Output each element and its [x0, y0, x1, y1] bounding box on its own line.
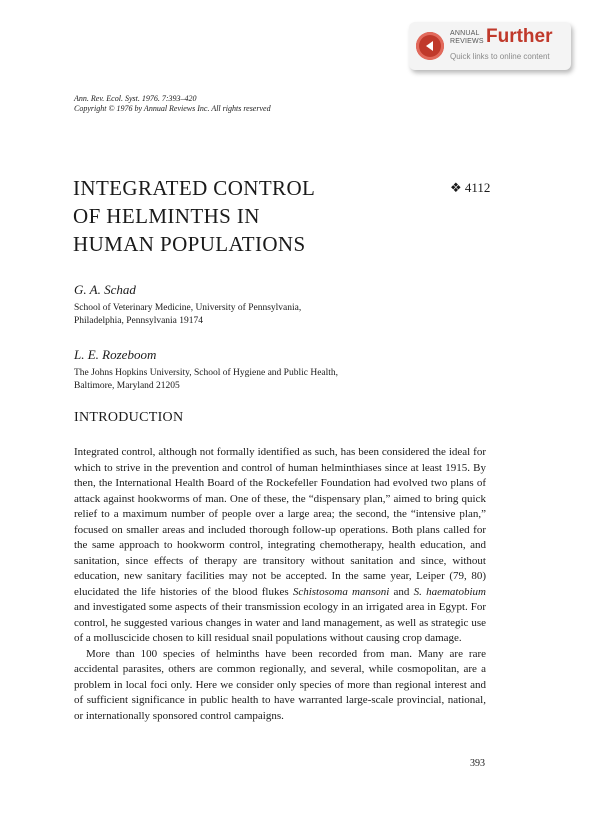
- title-line: HUMAN POPULATIONS: [73, 232, 306, 256]
- title-line: INTEGRATED CONTROL: [73, 176, 316, 200]
- badge-line2: REVIEWS: [450, 38, 484, 45]
- citation: [74, 94, 271, 114]
- species-name: Schistosoma mansoni: [292, 585, 390, 598]
- author-affiliation: [74, 302, 301, 328]
- author-name: G. A. Schad: [74, 282, 136, 297]
- badge-publisher: [450, 30, 484, 46]
- document-number: ❖ 4112: [450, 180, 491, 195]
- badge-line1: ANNUAL: [450, 30, 480, 37]
- body-paragraph: [74, 445, 486, 647]
- article-body: [74, 445, 486, 724]
- page-number: 393: [470, 758, 485, 769]
- body-paragraph: More than 100 species of helminths have been recorded from man. Many are rare accidental parasites, others are common regionally, and several, while cosmopolitan, are a problem in local foci only. Here we consider only species of more than regional interest and of sufficient significance in public health to have warranted large-scale provincial, national, or internationally sponsored control campaigns.: [74, 647, 486, 722]
- author-affiliation: [74, 367, 338, 393]
- text-run: and: [389, 585, 414, 598]
- citation-journal: Ann. Rev. Ecol. Syst. 1976. 7:393–420: [74, 94, 197, 103]
- affiliation-line: The Johns Hopkins University, School of Hygiene and Public Health,: [74, 368, 339, 378]
- author-name: L. E. Rozeboom: [74, 347, 157, 362]
- affiliation-line: School of Veterinary Medicine, University of Pennsylvania,: [74, 303, 302, 313]
- title-line: OF HELMINTHS IN: [73, 204, 260, 228]
- text-run: Integrated control, although not formally identified as such, has been considered the ideal for which to strive in the prevention and control of human helminthiases since at least 1915. By then, the International Health Board of the Rockefeller Foundation had evolved two plans of attack against hookworms of man. One of these, the “dispensary plan,” aimed to bring quick relief to a maximum number of people over a large area; the second, the “intensive plan,” focused on smaller areas and included thorough follow-up operations. Both plans called for the same approach to hookworm control, integrating chemotherapy, health education, and sanitation, since effects of therapy are transitory without sanitation and since, without education, new sanitary facilities may not be accepted. In the same year, Leiper (79, 80) elucidated the life histories of the blood flukes: [74, 446, 486, 598]
- annual-reviews-further-badge[interactable]: [409, 22, 571, 70]
- text-run: and investigated some aspects of their transmission ecology in an irrigated area in Egypt. For control, he suggested various changes in water and land management, as well as strategic use of a molluscicide chosen to kill residual snail populations without causing crop damage.: [74, 601, 486, 644]
- section-heading: INTRODUCTION: [74, 410, 184, 425]
- species-name: S. haematobium: [413, 585, 486, 598]
- citation-copyright: Copyright © 1976 by Annual Reviews Inc. All rights reserved: [74, 104, 271, 113]
- play-icon: [416, 32, 444, 60]
- badge-subtitle: Quick links to online content: [450, 52, 550, 61]
- badge-word: Further: [486, 26, 553, 47]
- affiliation-line: Baltimore, Maryland 21205: [74, 381, 180, 391]
- affiliation-line: Philadelphia, Pennsylvania 19174: [74, 316, 204, 326]
- article-title: [73, 174, 315, 258]
